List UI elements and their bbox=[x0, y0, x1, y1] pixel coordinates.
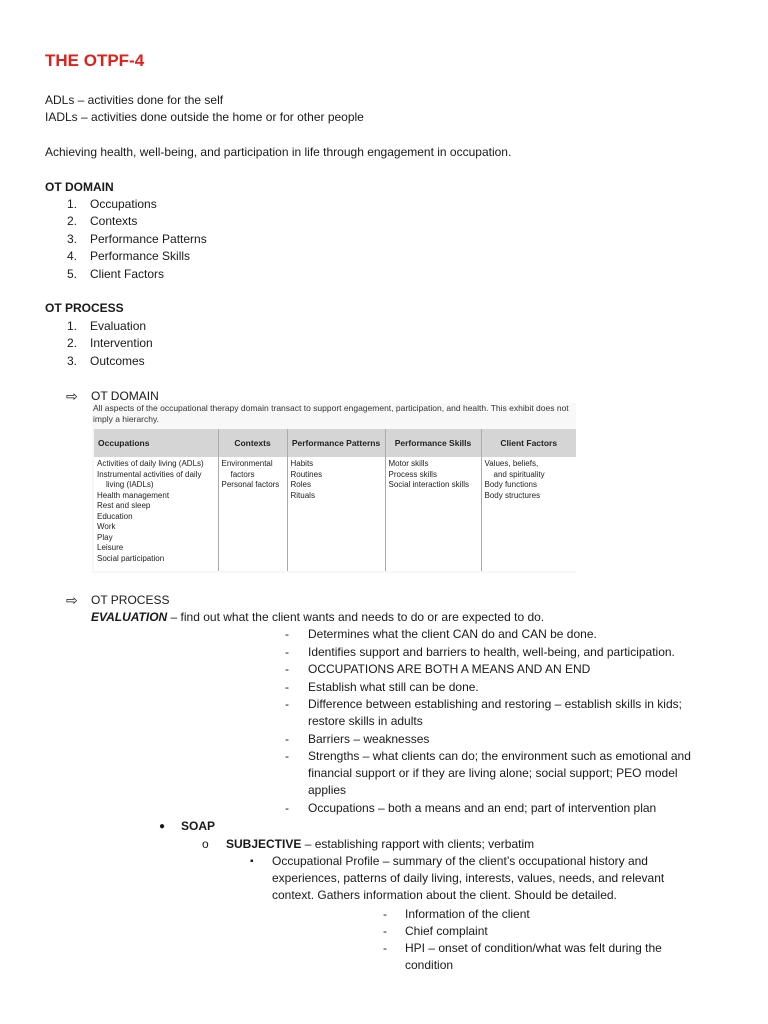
eval-bullet-text: Barriers – weaknesses bbox=[308, 732, 430, 746]
subjective-text: – establishing rapport with clients; verbatim bbox=[301, 837, 535, 851]
exhibit-entry: Body structures bbox=[484, 490, 541, 500]
exhibit-cell-contexts bbox=[218, 457, 287, 571]
exhibit-entry: Social participation bbox=[97, 553, 165, 563]
list-number: 2. bbox=[67, 336, 78, 350]
exhibit-entry: Values, beliefs, bbox=[484, 459, 539, 468]
list-item: Evaluation bbox=[90, 319, 147, 333]
dash-bullet: - bbox=[285, 801, 289, 815]
exhibit-entry: Motor skills bbox=[388, 459, 429, 468]
exhibit-entry: Personal factors bbox=[221, 480, 280, 489]
exhibit-entry: Environmental bbox=[221, 459, 273, 468]
dash-bullet: - bbox=[383, 941, 387, 955]
profile-item: Information of the client bbox=[405, 907, 530, 921]
eval-bullet-text: Occupations – both a means and an end; part of intervention plan bbox=[308, 801, 657, 815]
list-item: Intervention bbox=[90, 336, 153, 350]
exhibit-header: Performance Skills bbox=[385, 429, 481, 457]
exhibit-entry: Activities of daily living (ADLs) bbox=[97, 459, 204, 468]
exhibit-cell-performance-patterns bbox=[287, 457, 385, 571]
profile-item: HPI – onset of condition/what was felt during the condition bbox=[405, 941, 662, 972]
exhibit-entry: Body functions bbox=[484, 480, 537, 489]
circle-bullet-icon: o bbox=[202, 837, 209, 851]
subjective-label: SUBJECTIVE bbox=[226, 837, 302, 851]
subjective-line bbox=[226, 836, 534, 853]
exhibit-entry: Roles bbox=[290, 480, 311, 489]
dash-bullet: - bbox=[383, 924, 387, 938]
dash-bullet: - bbox=[285, 749, 289, 763]
list-number: 1. bbox=[67, 197, 78, 211]
exhibit-entry: and spirituality bbox=[493, 469, 545, 479]
exhibit-table bbox=[94, 429, 576, 571]
exhibit-entry: Process skills bbox=[388, 469, 437, 479]
iadls-definition: IADLs – activities done outside the home or for other people bbox=[45, 110, 364, 124]
dash-bullet: - bbox=[285, 662, 289, 676]
exhibit-cell-performance-skills bbox=[385, 457, 481, 571]
adls-definition: ADLs – activities done for the self bbox=[45, 93, 224, 107]
exhibit-header: Client Factors bbox=[481, 429, 576, 457]
evaluation-line bbox=[91, 609, 544, 626]
dash-bullet: - bbox=[285, 627, 289, 641]
page-title: THE OTPF-4 bbox=[45, 51, 145, 70]
arrow-icon: ⇨ bbox=[66, 388, 78, 404]
bullet-icon: ● bbox=[159, 821, 166, 832]
list-item: Outcomes bbox=[90, 354, 145, 368]
evaluation-label: EVALUATION bbox=[91, 610, 168, 624]
arrow-icon: ⇨ bbox=[66, 592, 78, 608]
dash-bullet: - bbox=[285, 697, 289, 711]
evaluation-text: – find out what the client wants and needs to do or are expected to do. bbox=[167, 610, 545, 624]
dash-bullet: - bbox=[285, 645, 289, 659]
exhibit-entry: Health management bbox=[97, 490, 170, 500]
dash-bullet: - bbox=[285, 680, 289, 694]
profile-item: Chief complaint bbox=[405, 924, 488, 938]
exhibit-entry: factors bbox=[230, 469, 255, 479]
domain-arrow-label: OT DOMAIN bbox=[91, 389, 159, 403]
exhibit-cell-client-factors bbox=[481, 457, 576, 571]
dash-bullet: - bbox=[383, 907, 387, 921]
eval-bullet-text: Strengths – what clients can do; the environment such as emotional and financial support or if they are living alone; social support; PEO model applies bbox=[308, 749, 691, 797]
square-bullet-icon: ▪ bbox=[250, 856, 254, 867]
list-number: 2. bbox=[67, 214, 78, 228]
exhibit-entry: Habits bbox=[290, 459, 314, 468]
mission-statement: Achieving health, well-being, and participation in life through engagement in occupation. bbox=[45, 145, 512, 159]
ot-process-heading: OT PROCESS bbox=[45, 301, 124, 315]
process-arrow-label: OT PROCESS bbox=[91, 593, 170, 607]
exhibit-entry: Education bbox=[97, 511, 133, 521]
list-number: 4. bbox=[67, 249, 78, 263]
dash-bullet: - bbox=[285, 732, 289, 746]
list-item: Contexts bbox=[90, 214, 138, 228]
exhibit-header: Performance Patterns bbox=[287, 429, 385, 457]
ot-domain-heading: OT DOMAIN bbox=[45, 180, 114, 194]
list-number: 1. bbox=[67, 319, 78, 333]
eval-bullet-text: Determines what the client CAN do and CAN be done. bbox=[308, 627, 597, 641]
eval-bullet-text: OCCUPATIONS ARE BOTH A MEANS AND AN END bbox=[308, 662, 591, 676]
exhibit-header: Contexts bbox=[218, 429, 287, 457]
eval-bullet-text: Difference between establishing and restoring – establish skills in kids; restore skills in adults bbox=[308, 697, 682, 728]
exhibit-entry: Leisure bbox=[97, 543, 124, 552]
occupational-profile-text: Occupational Profile – summary of the client’s occupational history and experiences, patterns of daily living, interests, values, needs, and relevant context. Gathers information about the client. Should be detailed. bbox=[272, 854, 665, 902]
list-number: 3. bbox=[67, 232, 78, 246]
exhibit-caption: All aspects of the occupational therapy domain transact to support engagement, participation, and health. This exhibit does not imply a hierarchy. bbox=[93, 403, 569, 424]
list-item: Performance Skills bbox=[90, 249, 191, 263]
exhibit-entry: living (IADLs) bbox=[106, 480, 154, 489]
exhibit-entry: Social interaction skills bbox=[388, 480, 469, 489]
ot-domain-exhibit bbox=[92, 403, 576, 573]
exhibit-entry: Work bbox=[97, 522, 116, 531]
exhibit-entry: Play bbox=[97, 532, 113, 542]
exhibit-entry: Routines bbox=[290, 469, 323, 479]
list-item: Occupations bbox=[90, 197, 157, 211]
list-item: Client Factors bbox=[90, 267, 165, 281]
list-number: 3. bbox=[67, 354, 78, 368]
list-number: 5. bbox=[67, 267, 78, 281]
exhibit-cell-occupations bbox=[94, 457, 218, 571]
eval-bullet-text: Identifies support and barriers to health, well-being, and participation. bbox=[308, 645, 675, 659]
soap-label: SOAP bbox=[181, 819, 216, 833]
list-item: Performance Patterns bbox=[90, 232, 207, 246]
exhibit-header: Occupations bbox=[94, 429, 218, 457]
exhibit-entry: Instrumental activities of daily bbox=[97, 469, 202, 479]
eval-bullet-text: Establish what still can be done. bbox=[308, 680, 479, 694]
exhibit-entry: Rituals bbox=[290, 490, 315, 500]
exhibit-entry: Rest and sleep bbox=[97, 501, 151, 510]
